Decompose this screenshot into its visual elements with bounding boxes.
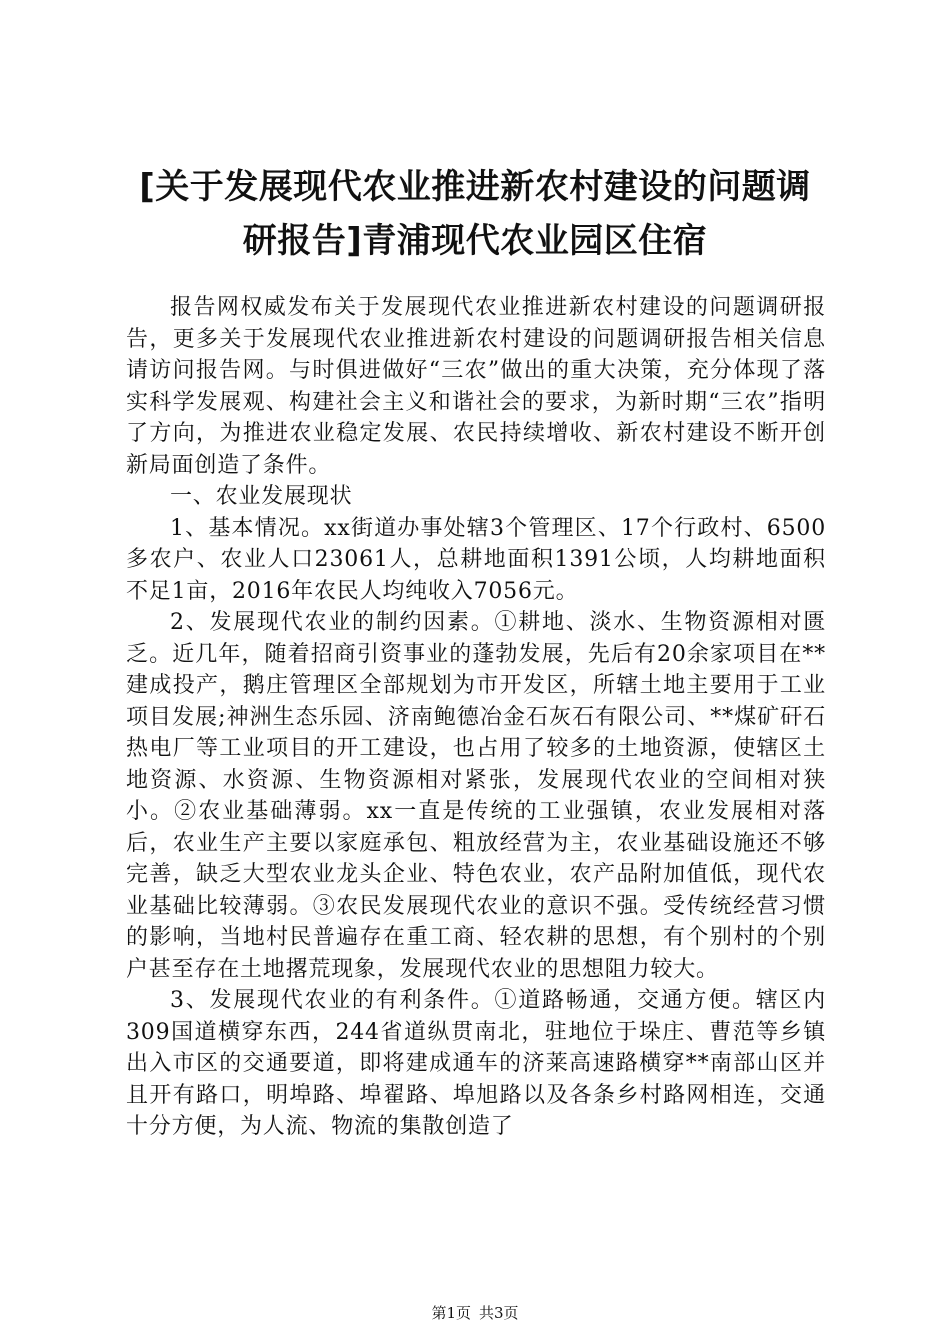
paragraph-constraints: 2、发展现代农业的制约因素。①耕地、淡水、生物资源相对匮乏。近几年，随着招商引资事业的蓬勃发展，先后有20余家项目在**建成投产，鹅庄管理区全部规划为市开发区，所辖土地主要用于工业项目发展;神洲生态乐园、济南鲍德冶金石灰石有限公司、**煤矿矸石热电厂等工业项目的开工建设，也占用了较多的土地资源，使辖区土地资源、水资源、生物资源相对紧张，发展现代农业的空间相对狭小。②农业基础薄弱。xx一直是传统的工业强镇，农业发展相对落后，农业生产主要以家庭承包、粗放经营为主，农业基础设施还不够完善，缺乏大型农业龙头企业、特色农业，农产品附加值低，现代农业基础比较薄弱。③农民发展现代农业的意识不强。受传统经营习惯的影响，当地村民普遍存在重工商、轻农耕的思想，有个别村的个别户甚至存在土地撂荒现象，发展现代农业的思想阻力较大。 — [126, 610, 826, 982]
document-title — [90, 160, 860, 268]
paragraph-intro: 报告网权威发布关于发展现代农业推进新农村建设的问题调研报告，更多关于发展现代农业推进新农村建设的问题调研报告相关信息请访问报告网。与时俱进做好“三农”做出的重大决策，充分体现了落实科学发展观、构建社会主义和谐社会的要求，为新时期“三农”指明了方向，为推进农业稳定发展、农民持续增收、新农村建设不断开创新局面创造了条件。 — [126, 295, 826, 478]
page-number: 第1页 — [431, 1304, 471, 1322]
paragraph-favorable-conditions: 3、发展现代农业的有利条件。①道路畅通，交通方便。辖区内309国道横穿东西，244省道纵贯南北，驻地位于垛庄、曹范等乡镇出入市区的交通要道，即将建成通车的济莱高速路横穿**南部山区并且开有路口，明埠路、埠翟路、埠旭路以及各条乡村路网相连，交通十分方便，为人流、物流的集散创造了 — [126, 988, 826, 1139]
page-total: 共3页 — [479, 1304, 519, 1322]
paragraph-basic-situation: 1、基本情况。xx街道办事处辖3个管理区、17个行政村、6500多农户、农业人口23061人，总耕地面积1391公顷，人均耕地面积不足1亩，2016年农民人均纯收入7056元。 — [126, 515, 826, 604]
document-body — [126, 292, 826, 1143]
title-line-1: [关于发展现代农业推进新农村建设的问题调 — [139, 167, 811, 207]
page-footer — [0, 1303, 950, 1323]
title-line-2: 研报告]青浦现代农业园区住宿 — [242, 221, 708, 261]
section-heading: 一、农业发展现状 — [170, 484, 353, 509]
